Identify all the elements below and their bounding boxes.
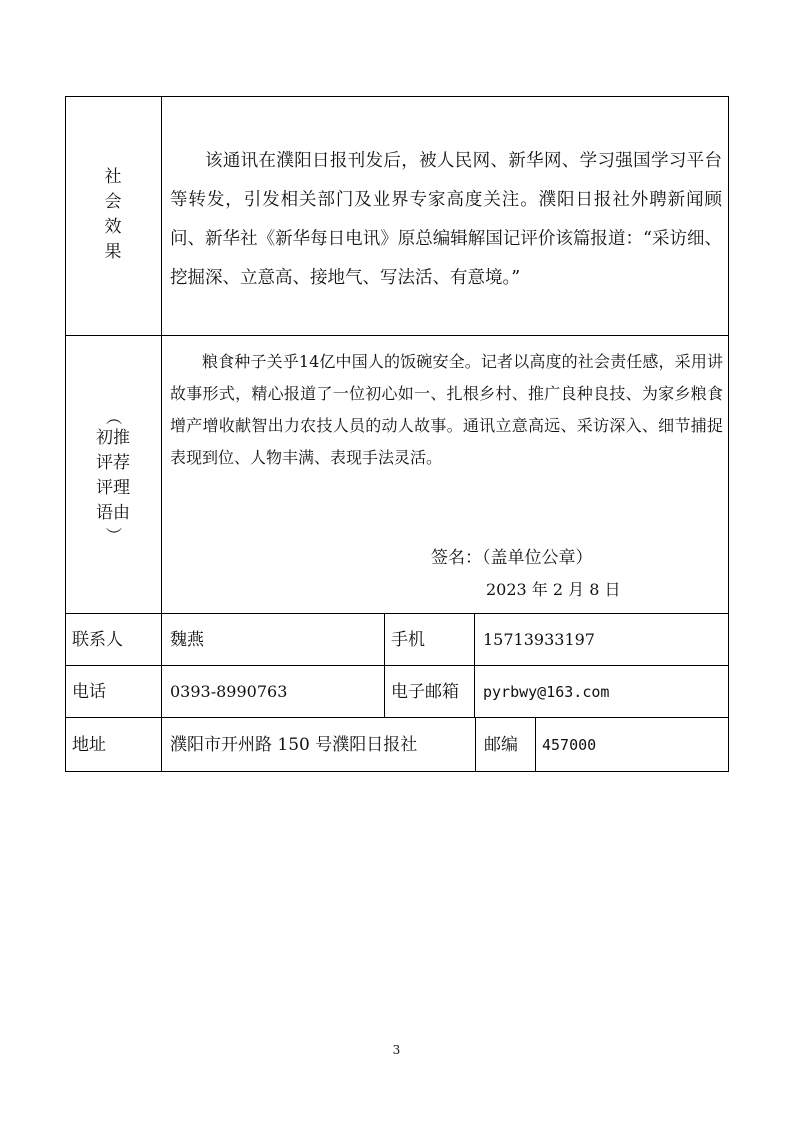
row-divider xyxy=(65,717,729,718)
column-divider xyxy=(535,717,536,771)
recommendation-text: 粮食种子关乎14亿中国人的饭碗安全。记者以高度的社会责任感，采用讲故事形式，精心报道了一位初心如一、扎根乡村、推广良种良技、为家乡粮食增产增收献智出力农技人员的动人故事。通讯立意高远、采访深入、细节捕捉表现到位、人物丰满、表现手法灵活。 xyxy=(170,352,723,467)
table-border-right xyxy=(728,96,729,772)
label-char: 推 xyxy=(113,428,130,448)
label-char: 社 xyxy=(104,167,122,187)
column-divider xyxy=(161,96,162,772)
label-paren-close: ） xyxy=(103,526,123,544)
email-value: pyrbwy@163.com xyxy=(483,683,610,701)
address-label: 地址 xyxy=(72,735,106,755)
page-number: 3 xyxy=(392,1043,401,1057)
label-char: 会 xyxy=(104,192,122,212)
mobile-value: 15713933197 xyxy=(483,630,595,649)
row-divider xyxy=(65,665,729,666)
email-label: 电子邮箱 xyxy=(391,682,459,702)
form-table xyxy=(65,96,729,772)
label-char: 语 xyxy=(96,503,113,523)
table-border-top xyxy=(65,96,729,97)
row-divider xyxy=(65,613,729,614)
address-value: 濮阳市开州路 150 号濮阳日报社 xyxy=(170,735,418,755)
phone-value: 0393-8990763 xyxy=(170,682,288,701)
postcode-label: 邮编 xyxy=(484,735,518,755)
label-char: 评 xyxy=(96,478,113,498)
label-char: 评 xyxy=(96,453,113,473)
label-char: 荐 xyxy=(113,453,130,473)
label-paren-open: （ xyxy=(103,408,123,426)
label-char: 理 xyxy=(113,478,130,498)
phone-label: 电话 xyxy=(72,682,106,702)
label-char: 由 xyxy=(113,503,130,523)
label-char: 初 xyxy=(96,428,113,448)
recommendation-label xyxy=(65,408,161,544)
label-char: 果 xyxy=(104,242,122,262)
contact-person-value: 魏燕 xyxy=(170,630,204,650)
column-divider xyxy=(475,717,476,771)
row-divider xyxy=(65,335,729,336)
mobile-label: 手机 xyxy=(391,630,425,650)
label-char: 效 xyxy=(104,217,122,237)
column-divider xyxy=(474,613,475,717)
signature-line: 签名：（盖单位公章） xyxy=(431,548,593,568)
contact-person-label: 联系人 xyxy=(72,630,123,650)
table-border-bottom xyxy=(65,771,729,772)
social-effect-label xyxy=(65,165,161,265)
column-divider xyxy=(384,613,385,717)
signature-date: 2023 年 2 月 8 日 xyxy=(486,580,621,599)
postcode-value: 457000 xyxy=(542,736,597,754)
social-effect-text: 该通讯在濮阳日报刊发后，被人民网、新华网、学习强国学习平台等转发，引发相关部门及业界专家高度关注。濮阳日报社外聘新闻顾问、新华社《新华每日电讯》原总编辑解国记评价该篇报道：“采访细、挖掘深、立意高、接地气、写法活、有意境。” xyxy=(170,151,722,288)
